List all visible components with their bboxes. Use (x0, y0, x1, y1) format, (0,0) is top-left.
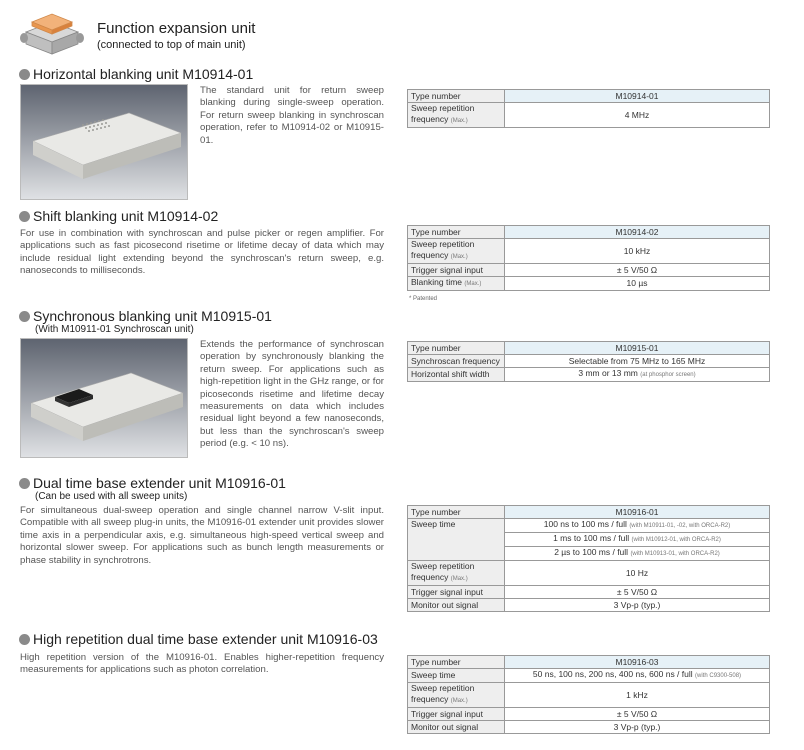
spec-table: Type number M10916-01 Sweep time 100 ns to 100 ms / full (with M10911-01, -02, with ORCA-R2) 1 ms to 100 ms / full (with M10912-01, with ORCA-R2) 2 µs to 100 ms / full (with M10913-01, with ORCA-R2) Sweep repetition frequency (Max.) 10 Hz Trigger signal input ± 5 V/50 Ω Monitor out signal 3 Vp-p (typ.) (407, 505, 770, 612)
section-title: Synchronous blanking unit M10915-01 (19, 308, 272, 324)
section-subtitle: (With M10911-01 Synchroscan unit) (35, 324, 194, 335)
product-photo (20, 338, 188, 458)
section-description: For simultaneous dual-sweep operation and single channel narrow V-slit input. Compatible with all sweep plug-in units, the M10916-01 extender unit provides slower time axis in a perpendicular axis, e.g. simultaneous high-speed vertical sweep and horizontal slower sweep. For applications such as bunch length measurements or phase stability in synchrotrons. (20, 505, 384, 566)
page-subtitle: (connected to top of main unit) (97, 39, 246, 51)
bullet-icon (19, 634, 30, 645)
section-title: Shift blanking unit M10914-02 (19, 208, 218, 224)
section-description: For use in combination with synchroscan and pulse picker or regen amplifier. For applications such as fast picosecond risetime or lifetime decay of data which may include residual light extending beyond the synchroscan's return sweep, e.g. nanoseconds to milliseconds. (20, 228, 384, 277)
bullet-icon (19, 478, 30, 489)
section-description: High repetition version of the M10916-01. Enables higher-repetition frequency measurements for applications such as photon correlation. (20, 652, 384, 676)
section-subtitle: (Can be used with all sweep units) (35, 491, 188, 502)
section-title: Dual time base extender unit M10916-01 (19, 475, 286, 491)
spec-table: Type number M10914-01 Sweep repetition frequency (Max.) 4 MHz (407, 89, 770, 128)
bullet-icon (19, 211, 30, 222)
section-description: The standard unit for return sweep blanking during single-sweep operation. For return sweep blanking in synchroscan operation, refer to M10914-02 or M10915-01. (200, 85, 384, 146)
page-title: Function expansion unit (97, 20, 256, 37)
section-description: Extends the performance of synchroscan operation by synchronously blanking the return sweep. For applications such as high-repetition light in the GHz range, or for picoseconds risetime and lifetime decay measurements on data which includes residual light beyond a few nanoseconds, but less than the synchroscan's sweep period (e.g. < 10 ns). (200, 339, 384, 450)
section-title: High repetition dual time base extender unit M10916-03 (19, 631, 378, 647)
bullet-icon (19, 311, 30, 322)
patent-note: * Patented (409, 296, 438, 302)
bullet-icon (19, 69, 30, 80)
spec-table: Type number M10915-01 Synchroscan frequency Selectable from 75 MHz to 165 MHz Horizontal shift width 3 mm or 13 mm (at phosphor screen) (407, 341, 770, 382)
product-photo (20, 84, 188, 200)
main-unit-icon (18, 10, 86, 58)
spec-table: Type number M10914-02 Sweep repetition frequency (Max.) 10 kHz Trigger signal input ± 5 V/50 Ω Blanking time (Max.) 10 µs (407, 225, 770, 291)
section-title: Horizontal blanking unit M10914-01 (19, 66, 253, 82)
spec-table: Type number M10916-03 Sweep time 50 ns, 100 ns, 200 ns, 400 ns, 600 ns / full (with C9300-508) Sweep repetition frequency (Max.) 1 kHz Trigger signal input ± 5 V/50 Ω Monitor out signal 3 Vp-p (typ.) (407, 655, 770, 734)
